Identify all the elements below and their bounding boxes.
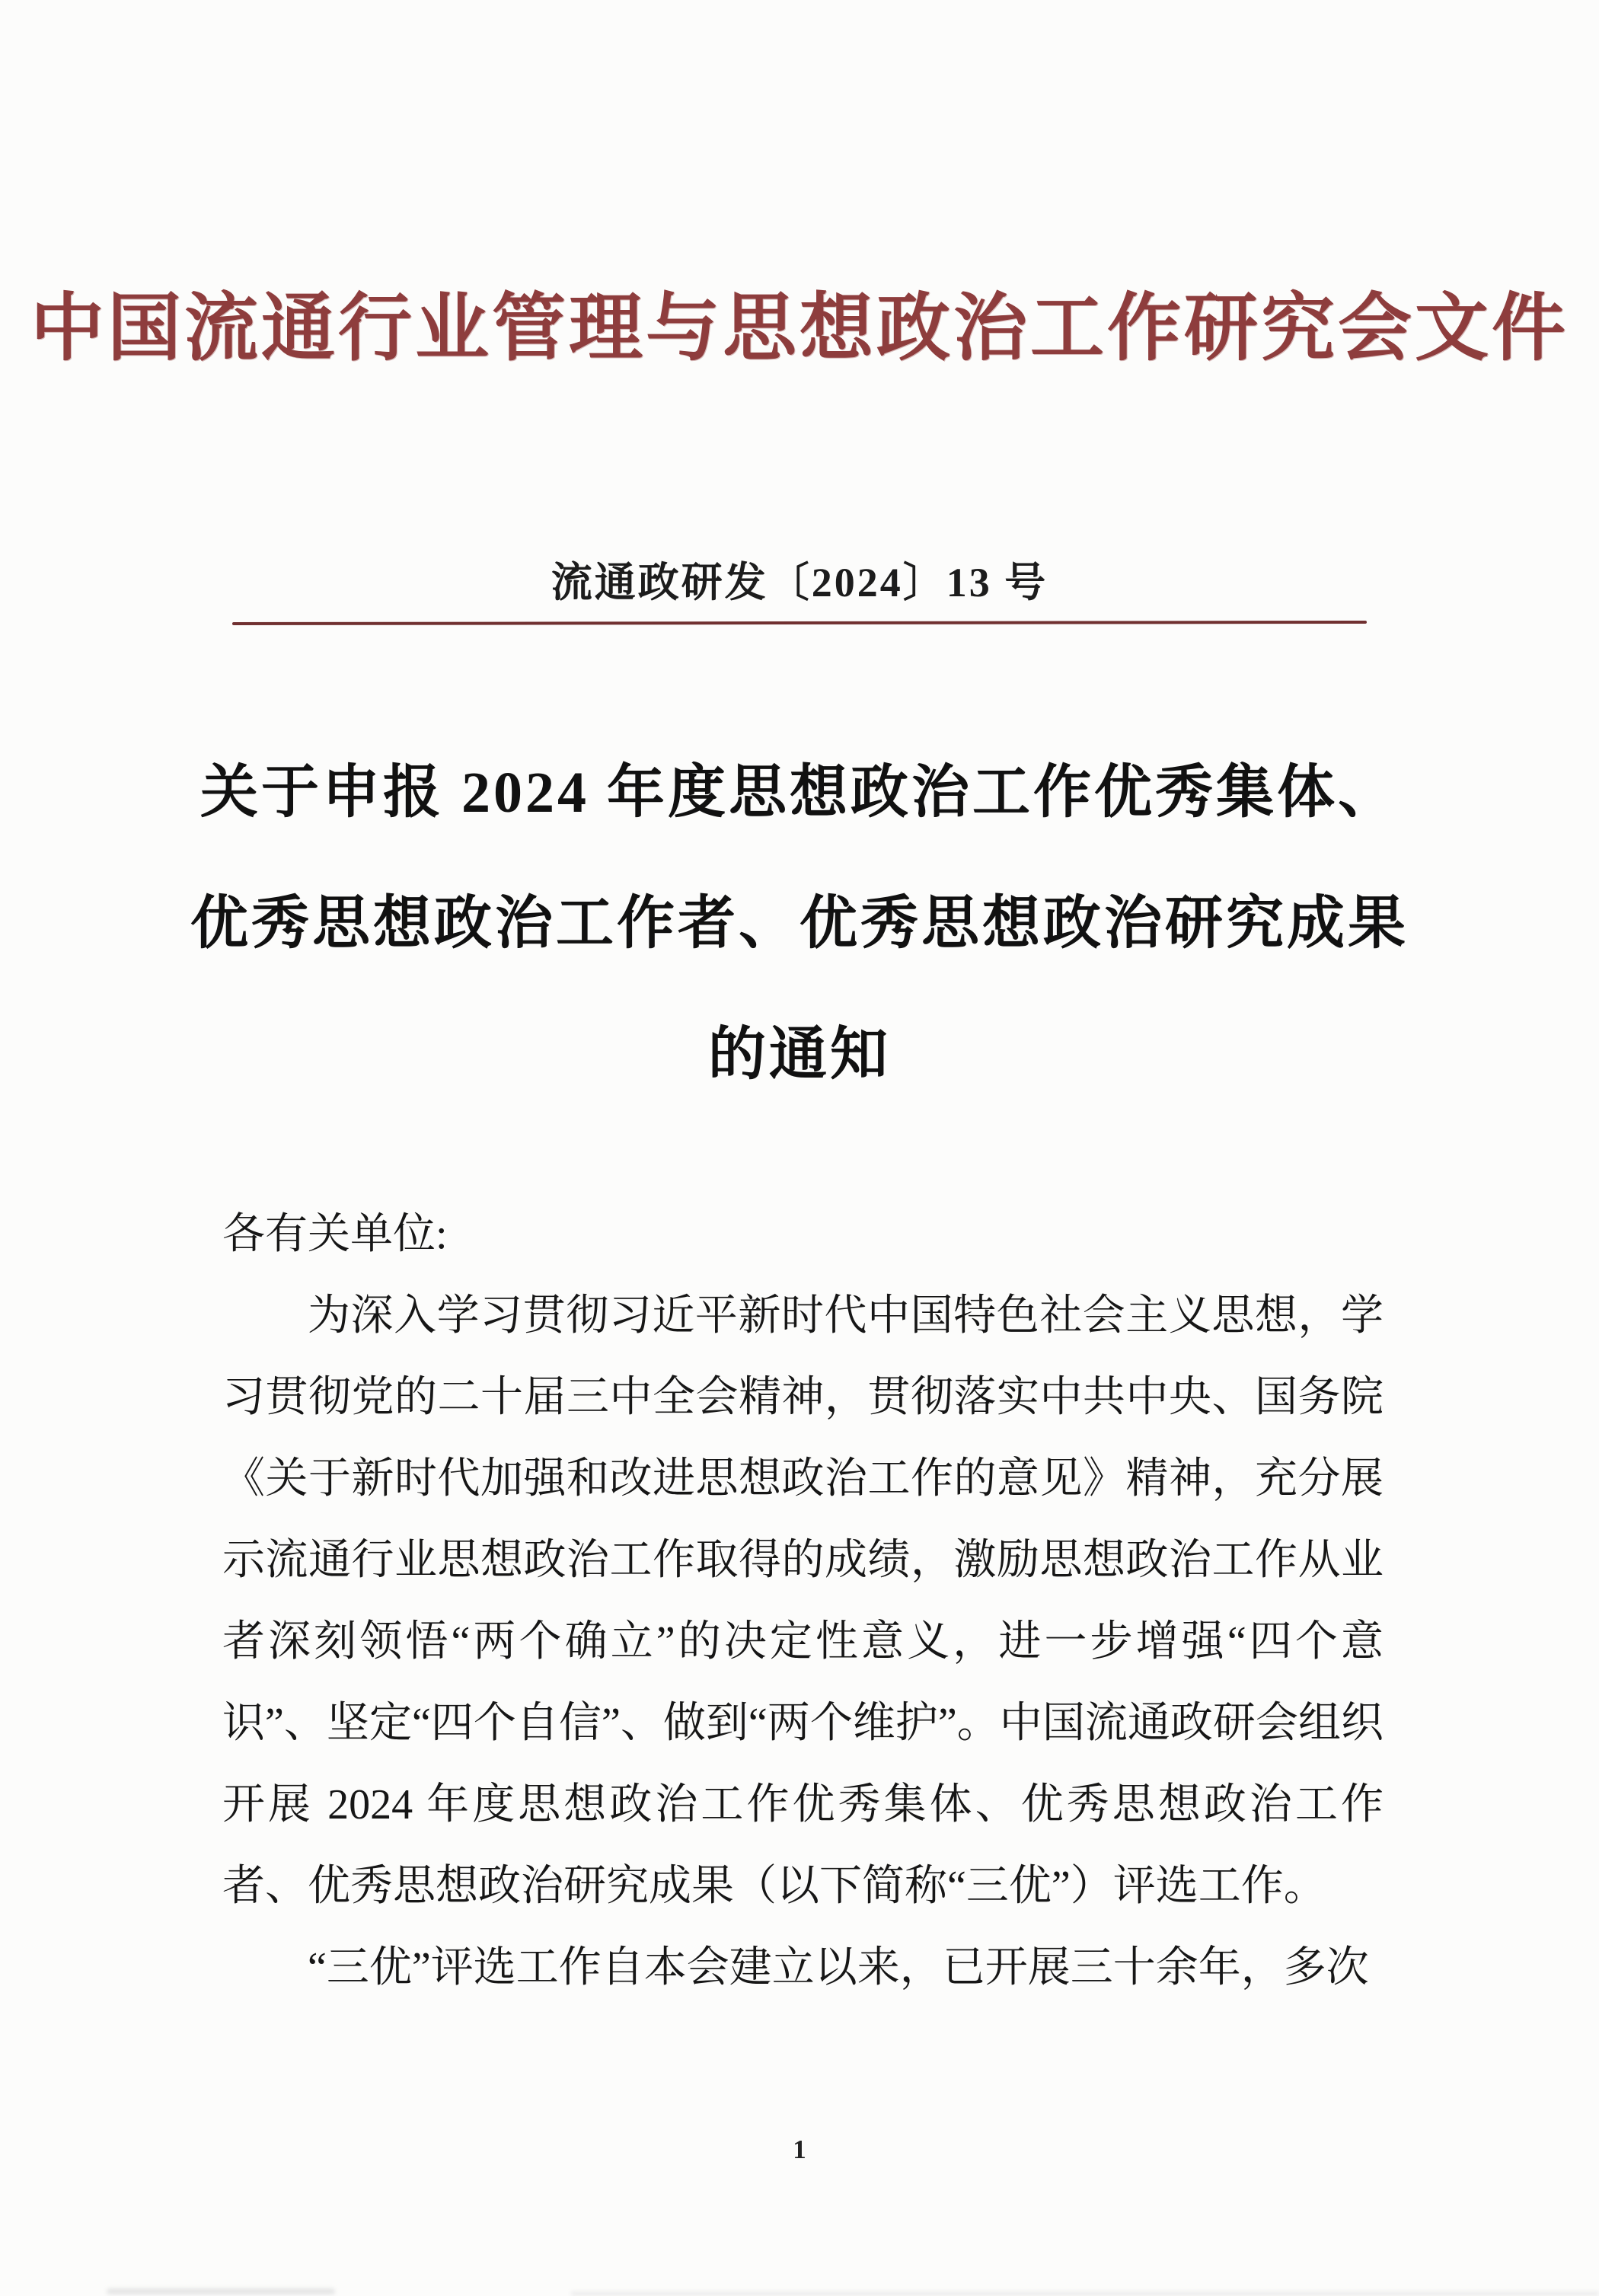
letterhead-title: 中国流通行业管理与思想政治工作研究会文件 bbox=[30, 288, 1569, 369]
scan-artifact bbox=[107, 2288, 335, 2294]
salutation: 各有关单位: bbox=[222, 1211, 448, 1258]
letterhead-divider-rule bbox=[232, 621, 1367, 625]
notice-title-line-3: 的通知 bbox=[708, 1023, 891, 1087]
notice-body bbox=[222, 1194, 1384, 2009]
page-number: 1 bbox=[793, 2135, 806, 2164]
body-paragraph-1: 为深入学习贯彻习近平新时代中国特色社会主义思想，学习贯彻党的二十届三中全会精神，贯彻落实中共中央、国务院《关于新时代加强和改进思想政治工作的意见》精神，充分展示流通行业思想政治工作取得的成绩，激励思想政治工作从业者深刻领悟“两个确立”的决定性意义，进一步增强“四个意识”、坚定“四个自信”、做到“两个维护”。中国流通政研会组织开展 2024 年度思想政治工作优秀集体、优秀思想政治工作者、优秀思想政治研究成果（以下简称“三优”）评选工作。 bbox=[222, 1292, 1384, 1910]
scan-artifact bbox=[571, 2291, 1599, 2296]
document-number: 流通政研发〔2024〕13 号 bbox=[551, 560, 1048, 605]
notice-title-line-1: 关于申报 2024 年度思想政治工作优秀集体、 bbox=[200, 761, 1399, 825]
notice-title-line-2: 优秀思想政治工作者、优秀思想政治研究成果 bbox=[190, 892, 1409, 956]
notice-title bbox=[91, 727, 1508, 1120]
body-paragraph-2: “三优”评选工作自本会建立以来，已开展三十余年，多次 bbox=[308, 1944, 1369, 1991]
